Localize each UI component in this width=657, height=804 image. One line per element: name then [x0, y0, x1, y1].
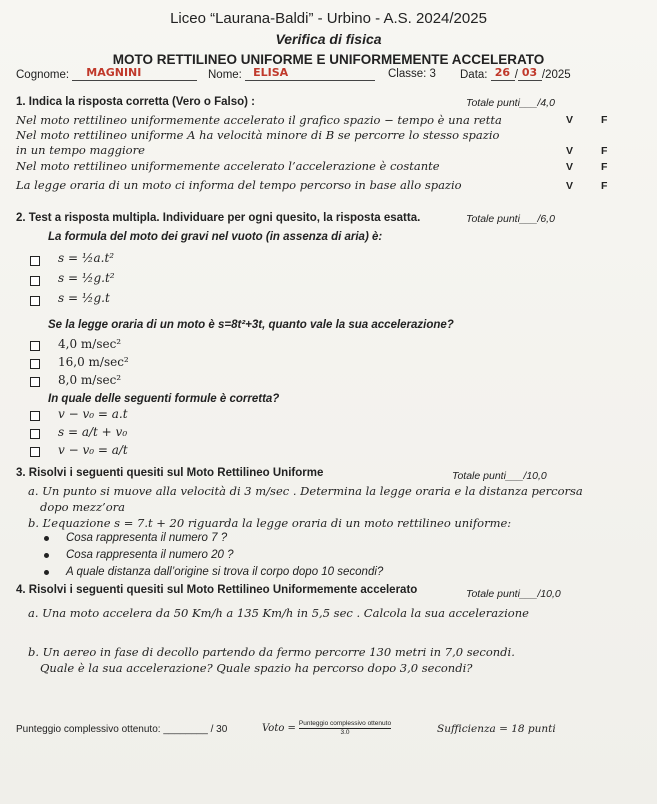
topic-title: MOTO RETTILINEO UNIFORME E UNIFORMEMENTE ACCELERATO: [112, 52, 545, 67]
q4-total: Totale punti___/10,0: [466, 588, 561, 600]
q2-title: 2. Test a risposta multipla. Individuare per ogni quesito, la risposta esatta.: [16, 212, 421, 224]
voto-denominator: 3.0: [340, 729, 350, 736]
q1-v-2[interactable]: V: [566, 145, 574, 157]
day-value: 26: [494, 66, 511, 79]
nome-line: [245, 68, 375, 81]
q2-1-option-b: s = ½g.t²: [58, 271, 115, 285]
cognome-value: MAGNINI: [86, 66, 142, 79]
q2-1-checkbox-b[interactable]: [30, 276, 40, 286]
nome-label: Nome:: [208, 69, 242, 81]
voto-formula: [262, 720, 392, 737]
q2-3-checkbox-c[interactable]: [30, 447, 40, 457]
q2-2-option-b: 16,0 m/sec²: [58, 355, 129, 369]
bullet-icon: [44, 536, 49, 541]
cognome-line: [72, 68, 197, 81]
nome-value: ELISA: [253, 66, 289, 79]
q3-b: b. L’equazione s = 7.t + 20 riguarda la legge oraria di un moto rettilineo uniforme:: [28, 516, 512, 530]
q3-bullet-3: A quale distanza dall’origine si trova il corpo dopo 10 secondi?: [66, 566, 384, 578]
q4-b-line2: Quale è la sua accelerazione? Quale spazio ha percorso dopo 3,0 secondi?: [40, 661, 473, 675]
q3-bullet-1: Cosa rappresenta il numero 7 ?: [66, 532, 228, 544]
q4-title: 4. Risolvi i seguenti quesiti sul Moto Rettilineo Uniformemente accelerato: [16, 584, 418, 596]
q1-item-3: Nel moto rettilineo uniformemente accelerato l’accelerazione è costante: [16, 159, 440, 173]
voto-numerator: Punteggio complessivo ottenuto: [298, 720, 392, 727]
bullet-icon: [44, 553, 49, 558]
test-title: Verifica di fisica: [275, 31, 382, 47]
q2-2-checkbox-a[interactable]: [30, 341, 40, 351]
q2-total: Totale punti___/6,0: [466, 213, 555, 225]
q2-3-checkbox-b[interactable]: [30, 429, 40, 439]
q1-item-1: Nel moto rettilineo uniformemente accelerato il grafico spazio − tempo è una retta: [16, 113, 502, 127]
q1-item-2: Nel moto rettilineo uniforme A ha velocità minore di B se percorre lo stesso spazio: [16, 128, 500, 142]
q2-3-checkbox-a[interactable]: [30, 411, 40, 421]
q3-total: Totale punti___/10,0: [452, 470, 547, 482]
q3-bullet-2: Cosa rappresenta il numero 20 ?: [66, 549, 234, 561]
q2-3-option-a: v − v₀ = a.t: [58, 407, 128, 421]
q2-3-option-b: s = a/t + v₀: [58, 425, 128, 439]
score-label: Punteggio complessivo ottenuto: ________ / 30: [16, 724, 228, 735]
q1-f-1[interactable]: F: [601, 114, 608, 126]
q1-item-2b: in un tempo maggiore: [16, 143, 145, 157]
school-header: Liceo “Laurana-Baldi” - Urbino - A.S. 2024/2025: [170, 10, 487, 27]
q2-sub1: La formula del moto dei gravi nel vuoto (in assenza di aria) è:: [48, 231, 383, 243]
bullet-icon: [44, 570, 49, 575]
data-field[interactable]: Data: 26 / 03 /2025: [460, 66, 571, 81]
q3-title: 3. Risolvi i seguenti quesiti sul Moto Rettilineo Uniforme: [16, 467, 324, 479]
q1-total: Totale punti___/4,0: [466, 97, 555, 109]
q2-sub3: In quale delle seguenti formule è corretta?: [48, 393, 280, 405]
q2-1-option-a: s = ½a.t²: [58, 251, 115, 265]
q4-a: a. Una moto accelera da 50 Km/h a 135 Km/h in 5,5 sec . Calcola la sua accelerazione: [28, 606, 529, 620]
nome-field[interactable]: [208, 68, 375, 81]
q4-b-line1: b. Un aereo in fase di decollo partendo da fermo percorre 130 metri in 7,0 secondi.: [28, 645, 515, 659]
q1-f-3[interactable]: F: [601, 161, 608, 173]
q3-a-line2: dopo mezz’ora: [40, 500, 125, 514]
cognome-label: Cognome:: [16, 69, 70, 81]
voto-lhs: Voto =: [262, 723, 296, 734]
q2-sub2: Se la legge oraria di un moto è s=8t²+3t, quanto vale la sua accelerazione?: [48, 319, 454, 331]
q1-item-4: La legge oraria di un moto ci informa del tempo percorso in base allo spazio: [16, 178, 462, 192]
q2-2-checkbox-c[interactable]: [30, 377, 40, 387]
q1-f-2[interactable]: F: [601, 145, 608, 157]
sufficienza: Sufficienza = 18 punti: [437, 723, 556, 735]
q2-2-option-a: 4,0 m/sec²: [58, 337, 122, 351]
q3-a-line1: a. Un punto si muove alla velocità di 3 m/sec . Determina la legge oraria e la distanza percorsa: [28, 484, 583, 498]
q1-f-4[interactable]: F: [601, 180, 608, 192]
data-label: Data:: [460, 69, 488, 81]
voto-fraction: [299, 720, 391, 737]
q2-2-checkbox-b[interactable]: [30, 359, 40, 369]
q2-2-option-c: 8,0 m/sec²: [58, 373, 122, 387]
q2-1-checkbox-c[interactable]: [30, 296, 40, 306]
q1-v-3[interactable]: V: [566, 161, 574, 173]
month-line: [518, 68, 542, 81]
q2-3-option-c: v − v₀ = a/t: [58, 443, 128, 457]
year-suffix: /2025: [541, 69, 571, 81]
q2-1-option-c: s = ½g.t: [58, 291, 110, 305]
q2-1-checkbox-a[interactable]: [30, 256, 40, 266]
q1-title: 1. Indica la risposta corretta (Vero o Falso) :: [16, 96, 256, 108]
classe-label: Classe: 3: [388, 68, 436, 80]
cognome-field[interactable]: [16, 68, 197, 81]
month-value: 03: [521, 66, 538, 79]
day-line: [491, 68, 515, 81]
q1-v-1[interactable]: V: [566, 114, 574, 126]
q1-v-4[interactable]: V: [566, 180, 574, 192]
